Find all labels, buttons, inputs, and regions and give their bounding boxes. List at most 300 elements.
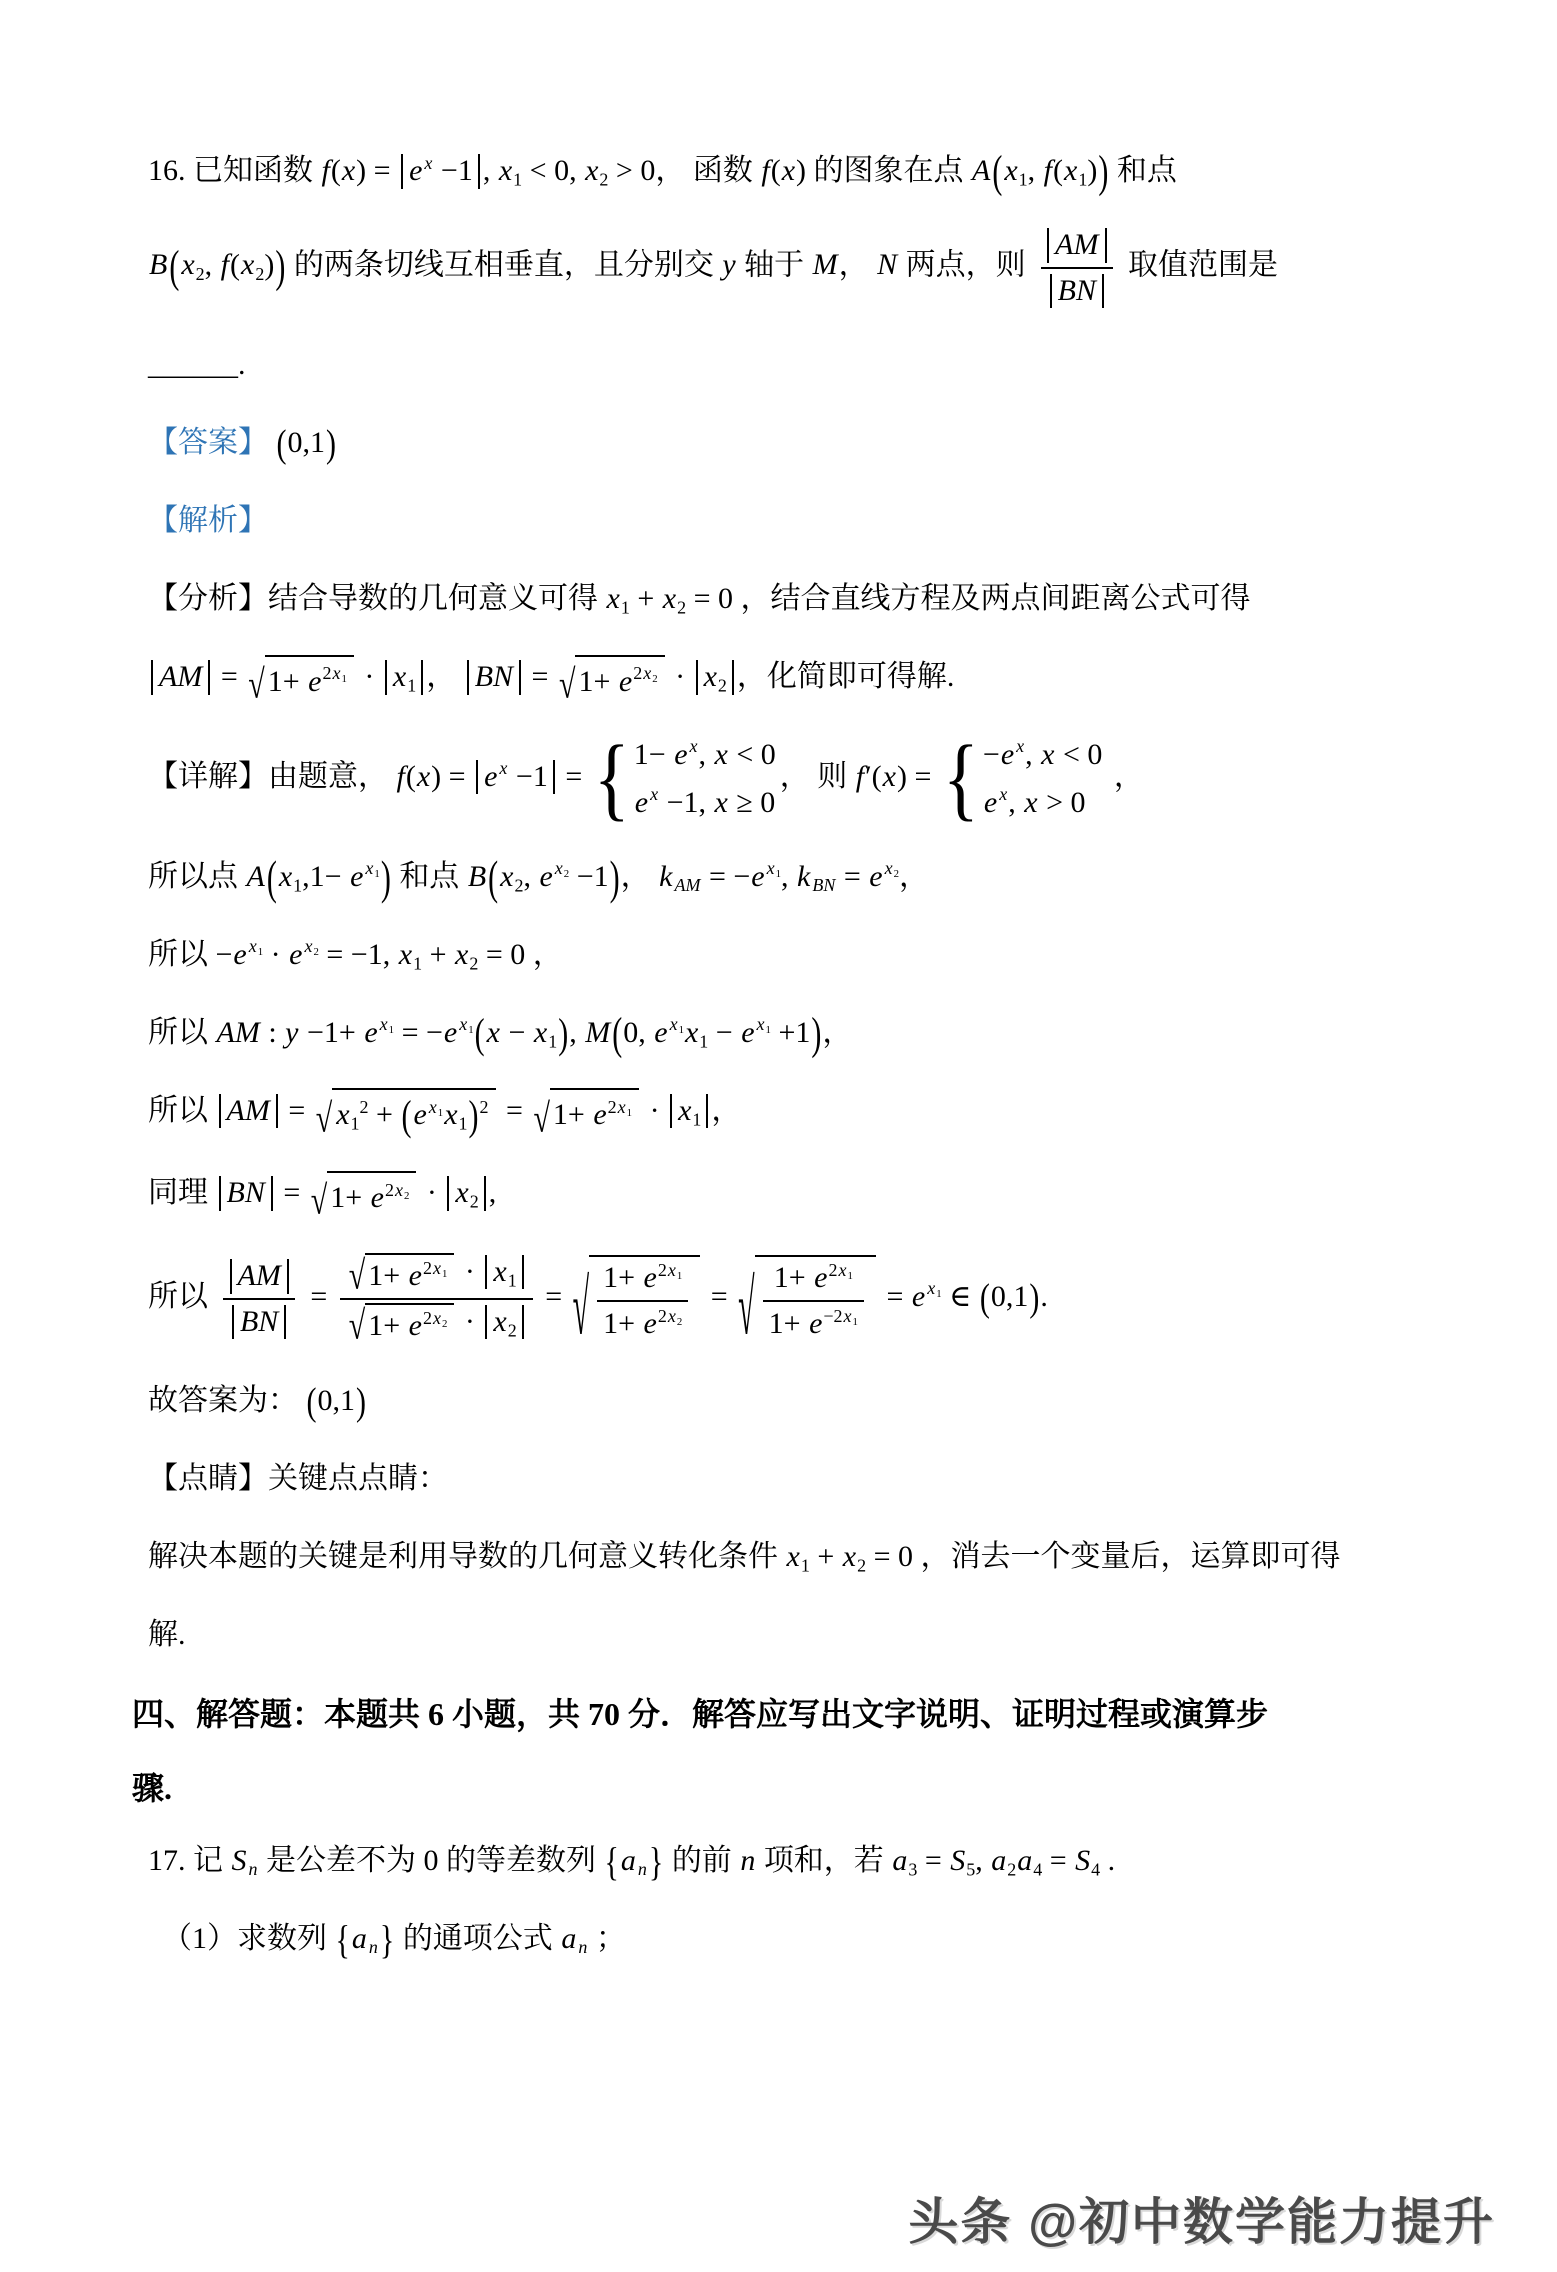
math-var: e <box>233 937 247 971</box>
text-run: 1+ <box>768 1306 809 1340</box>
absolute-value <box>467 660 521 695</box>
curly-brace: { <box>942 726 979 831</box>
text-run: , <box>781 859 797 893</box>
superscript <box>480 1097 489 1117</box>
stretch-delimiter: { <box>335 1917 350 1963</box>
subscript <box>577 1937 588 1957</box>
superscript <box>828 1260 853 1283</box>
xiangjie-line <box>148 726 1438 831</box>
text-run: 1 <box>626 1107 633 1120</box>
math-var: x <box>416 759 431 793</box>
text-run: · <box>457 1254 483 1288</box>
math-var: f <box>1043 154 1053 187</box>
text-run: = <box>878 1279 911 1313</box>
math-var: x <box>842 1539 857 1573</box>
text-run: 1 <box>692 1109 702 1129</box>
text-run: 1 <box>413 953 423 973</box>
stretch-delimiter: ( <box>992 147 1003 198</box>
subscript <box>351 1114 360 1134</box>
text-run: + <box>809 1539 842 1573</box>
superscript <box>385 1180 409 1200</box>
text-run: 1+ <box>368 1309 408 1343</box>
square-root <box>572 1255 701 1352</box>
stretch-delimiter: ( <box>276 423 287 466</box>
math-var: x <box>678 1093 692 1127</box>
text-run: 1 <box>350 1113 360 1134</box>
case-row <box>634 737 776 773</box>
curly-brace: { <box>593 726 630 831</box>
text-run: 所以 <box>148 1279 216 1313</box>
text-run: ， <box>822 1015 853 1049</box>
text-run: 2 <box>652 673 658 686</box>
math-var: x <box>432 1258 441 1279</box>
math-var: x <box>379 1014 388 1035</box>
stretch-delimiter: ( <box>401 1093 412 1140</box>
stretch-delimiter: ( <box>169 242 180 292</box>
text-run: 1 <box>847 1270 853 1283</box>
math-var: x <box>714 737 728 771</box>
math-var: x <box>999 784 1008 805</box>
math-var: x <box>1041 737 1055 771</box>
math-var: x <box>927 1278 936 1299</box>
deduce-line-2 <box>148 932 1438 977</box>
math-var: BN <box>239 1304 279 1338</box>
text-run: . <box>1040 1279 1048 1313</box>
radicand <box>365 1303 454 1345</box>
text-run: 0,1 <box>317 1383 355 1417</box>
text-run: −1 <box>433 154 473 187</box>
math-var: e <box>350 859 364 893</box>
math-var: BN <box>226 1176 265 1210</box>
text-run: 2 <box>657 1260 667 1281</box>
math-var: BN <box>1057 273 1096 307</box>
case-row <box>983 737 1103 773</box>
absolute-value <box>230 1259 289 1294</box>
math-var: x <box>498 154 513 187</box>
text-run: 2 <box>403 1189 410 1202</box>
math-var: AM <box>226 1093 270 1127</box>
text-run: 2 <box>563 868 570 881</box>
text-run: = − <box>701 859 751 893</box>
math-var: x <box>1064 154 1078 187</box>
math-var: e <box>364 1015 378 1049</box>
deduce-line-3 <box>148 1009 1438 1059</box>
text-run: , <box>698 737 714 771</box>
subscript <box>677 597 686 617</box>
fraction-denominator <box>340 1298 533 1348</box>
stretch-delimiter: ( <box>612 1009 623 1059</box>
math-var: e <box>674 737 688 771</box>
superscript <box>498 758 508 778</box>
text-run: · <box>457 1304 483 1338</box>
math-var: AM <box>237 1259 281 1293</box>
dianjing-body-2 <box>148 1612 1438 1657</box>
math-var: x <box>493 1254 507 1288</box>
text-run: ( <box>330 154 341 187</box>
subscript <box>470 1192 479 1212</box>
math-var: x <box>650 784 659 805</box>
text-run: 1 <box>678 1024 684 1037</box>
text-run: 1 <box>374 868 380 881</box>
text-run: 2 <box>676 1315 683 1328</box>
piecewise-cases <box>942 726 1103 831</box>
absolute-value <box>485 1305 523 1340</box>
math-var: x <box>786 1539 800 1573</box>
subscript <box>407 675 416 695</box>
math-var: AM <box>1055 228 1099 261</box>
superscript <box>649 784 659 804</box>
subscript <box>652 674 657 686</box>
math-var: e <box>539 859 553 893</box>
text-run: 1 <box>765 1024 771 1037</box>
radical-sign: √ <box>315 1095 333 1141</box>
text-run: 1 <box>513 169 523 190</box>
text-run: ) = <box>431 759 474 793</box>
math-var: x <box>398 937 413 971</box>
superscript <box>248 936 264 959</box>
math-var: e <box>983 785 998 819</box>
subscript <box>368 1937 379 1957</box>
text-run: ) 的图象在点 <box>796 154 972 187</box>
text-run: 项和，若 <box>756 1843 892 1877</box>
text-run: 0,1 <box>287 426 325 459</box>
math-var: n <box>368 1936 378 1957</box>
superscript <box>423 153 433 173</box>
radical-sign: √ <box>248 662 265 707</box>
math-var: x <box>1004 154 1018 187</box>
text-run <box>268 426 276 459</box>
case-row <box>634 785 776 821</box>
fraction-numerator <box>340 1253 533 1298</box>
stretch-delimiter: ( <box>306 1380 317 1424</box>
fenxi-line-1 <box>148 576 1438 621</box>
math-var: a <box>1017 1843 1033 1877</box>
fraction <box>340 1253 533 1348</box>
text-run: −1 <box>569 859 609 893</box>
math-var: a <box>561 1921 577 1955</box>
radical-sign: √ <box>533 1095 550 1141</box>
math-var: x <box>241 248 255 282</box>
superscript <box>998 784 1008 804</box>
math-var: e <box>1000 737 1015 771</box>
text-run: 解决本题的关键是利用导数的几何意义转化条件 <box>148 1539 786 1573</box>
subscript <box>801 1555 810 1575</box>
radicand <box>575 655 664 704</box>
math-var: x <box>181 248 195 282</box>
square-root <box>533 1088 639 1141</box>
text-run: 1 <box>507 1270 517 1291</box>
stretch-delimiter: ) <box>1029 1276 1040 1320</box>
text-run: ______. <box>148 348 246 381</box>
text-run: 2 <box>422 1307 432 1328</box>
math-var: M <box>812 248 838 282</box>
text-run: , <box>523 859 539 893</box>
text-run: 2 <box>599 169 609 190</box>
text-run: 1 <box>293 875 303 895</box>
cases-column <box>634 737 776 821</box>
math-var: n <box>248 1858 258 1879</box>
conclusion-line <box>148 1378 1438 1423</box>
text-run: 1 <box>936 1288 942 1301</box>
math-var: x <box>444 1098 458 1132</box>
stretch-delimiter: ( <box>474 1010 485 1058</box>
subscript <box>548 1031 557 1051</box>
subscript <box>699 1031 708 1051</box>
math-var: f <box>855 759 865 793</box>
subscript <box>293 875 302 895</box>
math-var: x <box>643 663 652 684</box>
text-run: 17. 记 <box>148 1843 231 1877</box>
text-run: 解. <box>148 1617 186 1651</box>
text-run: ) <box>1087 154 1098 187</box>
stretch-delimiter: ) <box>275 242 286 292</box>
math-var: x <box>684 1015 699 1049</box>
stretch-delimiter: ) <box>468 1093 479 1140</box>
absolute-value <box>219 1176 273 1211</box>
text-run: 2 <box>507 1320 517 1341</box>
fraction-numerator <box>768 1259 859 1300</box>
absolute-value <box>447 1176 485 1211</box>
math-var: x <box>341 154 356 187</box>
stretch-delimiter: ( <box>488 851 499 905</box>
text-run: = <box>557 759 590 793</box>
stretch-delimiter: ) <box>356 1380 366 1424</box>
math-var: e <box>809 1306 823 1340</box>
text-run: 1+ <box>603 1261 643 1295</box>
text-run: 2 <box>322 663 332 684</box>
radicand <box>332 1088 495 1140</box>
math-var: e <box>593 1098 607 1132</box>
section-heading-2 <box>132 1764 1438 1812</box>
math-var: B <box>149 248 168 282</box>
radical-sign: √ <box>572 1265 590 1352</box>
text-run: 的两条切线互相垂直，且分别交 <box>286 248 722 282</box>
subscript <box>442 1268 447 1280</box>
math-var: e <box>643 1261 657 1295</box>
subscript <box>1033 1859 1042 1879</box>
square-root <box>348 1253 455 1298</box>
text-run: 2 <box>469 953 479 973</box>
text-run: 2 <box>359 1097 369 1118</box>
math-var: e <box>869 859 883 893</box>
math-var: e <box>911 1279 926 1313</box>
text-run: 2 <box>828 1260 838 1281</box>
answer-line <box>148 420 1438 465</box>
text-run: = <box>836 859 869 893</box>
text-run: ( <box>1053 154 1064 187</box>
fenxi-line-2 <box>148 654 1438 707</box>
text-run: − <box>500 1015 533 1049</box>
math-var: x <box>585 154 599 187</box>
text-run: +1 <box>770 1015 811 1049</box>
text-run: 1 <box>620 597 630 618</box>
math-var: x <box>248 936 257 957</box>
jiexi-label <box>148 498 1438 543</box>
math-var: e <box>643 1306 657 1340</box>
math-var: x <box>756 1014 765 1035</box>
math-var: e <box>618 664 633 698</box>
stretch-delimiter: ) <box>1098 147 1109 198</box>
math-var: x <box>617 1097 626 1118</box>
text-run: 所以 <box>148 1093 216 1127</box>
absolute-value <box>476 760 555 795</box>
square-root <box>310 1171 417 1224</box>
text-run: > 0 <box>1038 785 1086 819</box>
math-var: f <box>321 154 330 187</box>
math-var: x <box>606 582 620 615</box>
q16-stem-line-1 <box>148 147 1438 198</box>
text-run: ≥ 0 <box>728 785 776 819</box>
math-var: k <box>797 859 811 893</box>
superscript <box>322 663 347 686</box>
text-run: = <box>275 1176 308 1210</box>
text-run: 1 <box>1078 169 1088 190</box>
document-body <box>132 147 1438 1994</box>
square-root <box>738 1255 876 1352</box>
text-run: · <box>419 1176 445 1210</box>
text-run: 1 <box>437 1107 444 1120</box>
fraction-denominator <box>597 1300 688 1343</box>
subscript <box>341 674 346 686</box>
math-var: x <box>667 1305 676 1326</box>
text-run: 1 <box>441 1268 448 1281</box>
math-var: e <box>308 664 322 698</box>
stretch-delimiter: } <box>648 1839 664 1885</box>
fraction-numerator <box>221 1257 298 1298</box>
math-var: x <box>838 1260 847 1281</box>
math-var: e <box>370 1180 384 1214</box>
math-var: x <box>669 1014 678 1035</box>
math-var: BN <box>812 875 836 895</box>
text-run: 1+ <box>552 1098 593 1132</box>
text-run: 所以 <box>148 1015 216 1049</box>
text-run: · <box>667 660 693 693</box>
text-run: 1 <box>699 1031 709 1051</box>
math-var: e <box>408 1309 422 1343</box>
text-run: 所以 − <box>148 937 233 971</box>
math-var: x <box>394 1179 403 1200</box>
absolute-value <box>219 1094 278 1129</box>
text-run: 【分析】结合导数的几何意义可得 <box>148 582 606 615</box>
math-var: x <box>843 1305 852 1326</box>
math-var: k <box>659 859 673 893</box>
superscript <box>422 1258 448 1281</box>
subscript <box>508 1320 517 1340</box>
text-run: · <box>263 937 289 971</box>
subscript <box>677 1316 682 1328</box>
math-var: e <box>443 1015 458 1049</box>
text-run: , <box>569 1015 585 1049</box>
math-var: x <box>554 858 563 879</box>
radicand <box>365 1253 454 1295</box>
math-var: e <box>409 154 423 187</box>
superscript <box>428 1097 444 1120</box>
text-run: 1 <box>775 868 782 881</box>
text-run: 0,1 <box>990 1279 1029 1313</box>
text-run: 2 <box>479 1097 489 1118</box>
text-run: ( <box>770 154 781 187</box>
text-run: 2 <box>717 675 727 696</box>
text-run: ， <box>426 660 464 693</box>
subscript <box>718 675 727 695</box>
math-var: y <box>285 1015 299 1049</box>
text-run: 骤. <box>132 1769 173 1806</box>
math-var: e <box>814 1261 828 1295</box>
superscript <box>360 1097 369 1117</box>
text-run: 的通项公式 <box>395 1921 561 1955</box>
subscript <box>255 264 264 284</box>
cases-column <box>983 737 1103 821</box>
subscript <box>1007 1859 1016 1879</box>
radicand <box>265 655 354 704</box>
text-run: < 0 <box>728 737 776 771</box>
math-var: a <box>620 1843 636 1877</box>
text-run: 3 <box>908 1858 918 1879</box>
text-run: 1 <box>341 673 347 686</box>
math-var: x <box>662 582 677 615</box>
math-var: S <box>231 1843 247 1877</box>
math-var: e <box>741 1015 755 1049</box>
subscript <box>966 1859 975 1879</box>
text-run: − <box>708 1015 741 1049</box>
text-run: 2 <box>1007 1858 1017 1879</box>
math-var: x <box>689 736 698 757</box>
math-var: e <box>408 1259 422 1293</box>
subscript <box>811 875 836 895</box>
math-var: x <box>1024 785 1038 819</box>
fraction <box>1038 226 1115 309</box>
text-run: , <box>1008 785 1024 819</box>
text-run: , <box>1027 154 1043 187</box>
subscript <box>442 1318 447 1330</box>
text-run: = −1, <box>318 937 398 971</box>
radicand <box>327 1171 416 1220</box>
q16-blank <box>148 342 1438 387</box>
text-run: 2 <box>514 875 524 895</box>
subscript <box>248 1859 259 1879</box>
text-run: 2 <box>384 1179 394 1200</box>
text-run: ) = <box>356 154 399 187</box>
math-var: A <box>246 859 265 893</box>
math-var: f <box>220 248 229 282</box>
text-run: = 0 ， <box>478 937 563 971</box>
deduce-line-1 <box>148 851 1438 905</box>
math-var: x <box>781 154 796 187</box>
text-run: ， <box>620 859 659 893</box>
text-run: = <box>498 1093 531 1127</box>
text-run: − <box>982 737 1000 771</box>
text-run: 1 <box>800 1554 810 1575</box>
text-run: ) = <box>897 759 939 793</box>
text-run: 和点 <box>1109 154 1177 187</box>
text-run: , <box>975 1843 991 1877</box>
math-var: x <box>332 663 341 684</box>
math-var: x <box>278 859 293 893</box>
superscript <box>766 858 782 881</box>
q17-stem <box>148 1838 1438 1883</box>
text-run: = <box>524 660 556 693</box>
square-root <box>315 1088 496 1141</box>
case-row <box>983 785 1103 821</box>
math-var: x <box>533 1015 548 1049</box>
text-run: , <box>204 248 220 282</box>
text-run: ( <box>405 759 416 793</box>
text-run: 4 <box>1091 1858 1101 1879</box>
subscript <box>637 1859 648 1879</box>
text-run: · <box>642 1093 668 1127</box>
text-run: 1+ <box>368 1259 408 1293</box>
subscript <box>857 1555 866 1575</box>
